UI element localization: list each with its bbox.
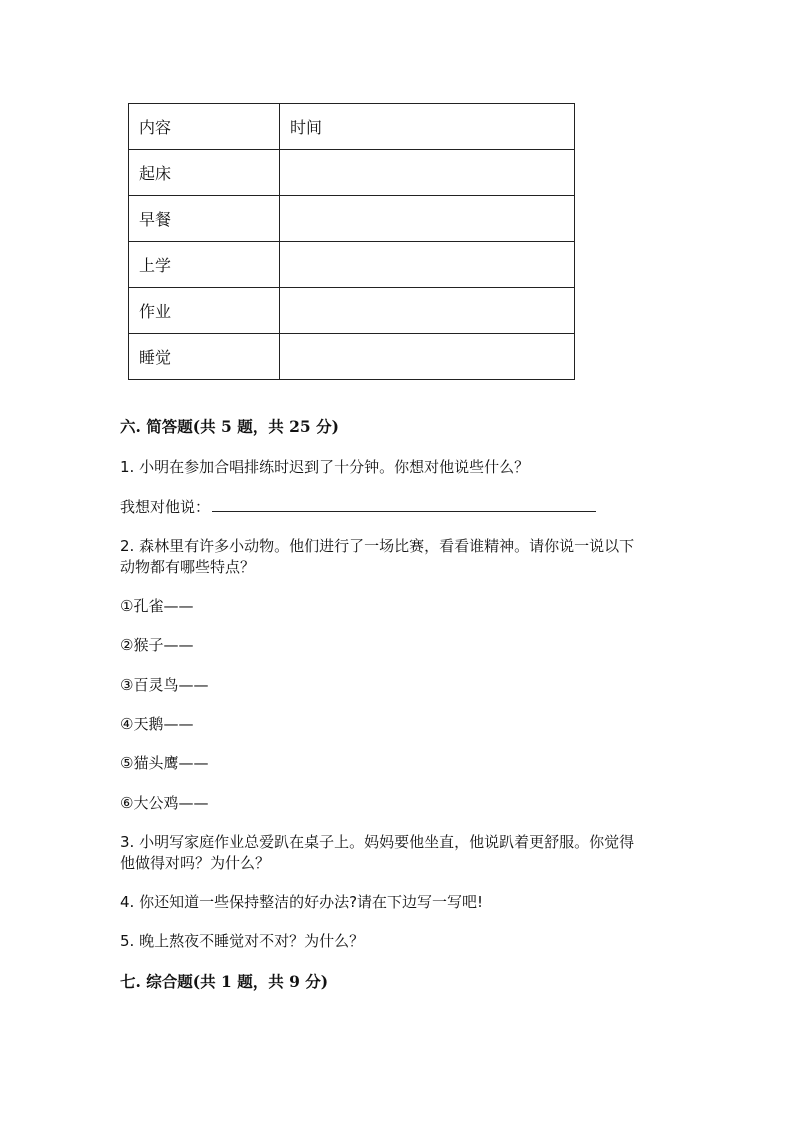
section-6-heading: 六. 简答题(共 5 题，共 25 分) xyxy=(120,417,339,436)
table-cell-time[interactable] xyxy=(280,288,575,334)
table-cell-activity: 早餐 xyxy=(129,196,280,242)
table-cell-time[interactable] xyxy=(280,150,575,196)
animal-item-lark: ③百灵鸟—— xyxy=(120,676,209,694)
answer-label: 我想对他说： xyxy=(120,498,211,516)
table-cell-time[interactable] xyxy=(280,334,575,380)
question-1: 1. 小明在参加合唱排练时迟到了十分钟。你想对他说些什么？ xyxy=(120,458,530,476)
animal-item-swan: ④天鹅—— xyxy=(120,715,194,733)
table-row xyxy=(129,334,575,380)
table-cell-time[interactable] xyxy=(280,196,575,242)
animal-item-peacock: ①孔雀—— xyxy=(120,597,194,615)
question-5: 5. 晚上熬夜不睡觉对不对？为什么？ xyxy=(120,932,365,950)
table-header-time: 时间 xyxy=(280,104,575,150)
table-row xyxy=(129,288,575,334)
animal-item-rooster: ⑥大公鸡—— xyxy=(120,794,209,812)
animal-item-monkey: ②猴子—— xyxy=(120,636,194,654)
answer-blank-line[interactable] xyxy=(212,495,596,512)
question-1-answer-row xyxy=(120,495,596,517)
section-7-heading: 七. 综合题(共 1 题，共 9 分) xyxy=(120,972,329,991)
table-cell-activity: 上学 xyxy=(129,242,280,288)
table-row xyxy=(129,196,575,242)
question-2-line-2: 动物都有哪些特点？ xyxy=(120,558,256,576)
table-cell-activity: 起床 xyxy=(129,150,280,196)
table-header-row xyxy=(129,104,575,150)
question-3-line-1: 3. 小明写家庭作业总爱趴在桌子上。妈妈要他坐直，他说趴着更舒服。你觉得 xyxy=(120,833,635,851)
table-cell-activity: 睡觉 xyxy=(129,334,280,380)
table-row xyxy=(129,242,575,288)
question-4: 4. 你还知道一些保持整洁的好办法?请在下边写一写吧! xyxy=(120,893,484,911)
table-cell-activity: 作业 xyxy=(129,288,280,334)
schedule-table xyxy=(128,103,575,380)
question-3-line-2: 他做得对吗？为什么？ xyxy=(120,854,271,872)
table-row xyxy=(129,150,575,196)
animal-item-owl: ⑤猫头鹰—— xyxy=(120,754,209,772)
table-cell-time[interactable] xyxy=(280,242,575,288)
table-header-content: 内容 xyxy=(129,104,280,150)
question-2-line-1: 2. 森林里有许多小动物。他们进行了一场比赛，看看谁精神。请你说一说以下 xyxy=(120,537,635,555)
